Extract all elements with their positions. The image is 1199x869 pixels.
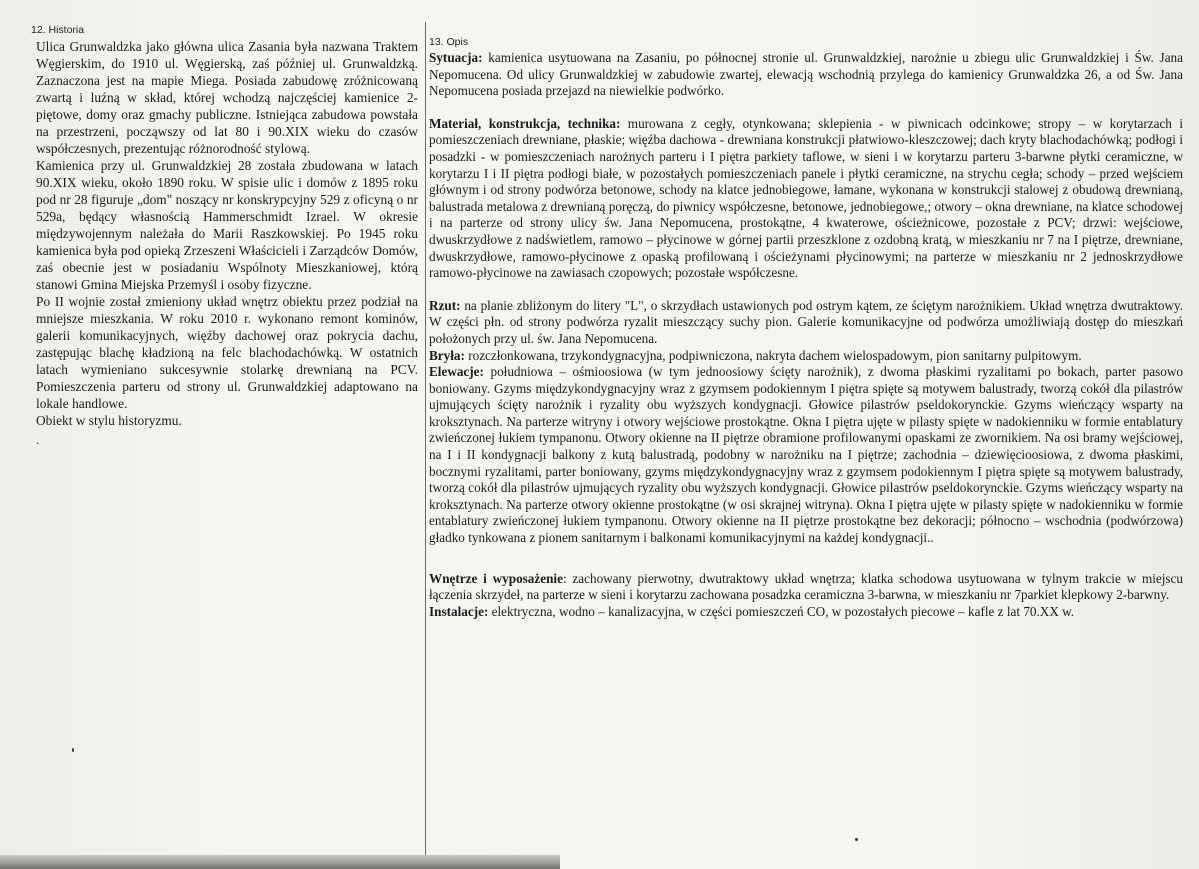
section-heading: Materiał, konstrukcja, technika:	[429, 115, 621, 131]
section-material	[429, 116, 1183, 282]
section-heading: Instalacje:	[429, 603, 489, 619]
section-massing	[429, 348, 1183, 365]
section-body: murowana z cegły, otynkowana; sklepienia - w piwnicach odcinkowe; stropy – w korytarzach i pomieszczeniach drewniane, płaskie; więźba dachowa - drewniana konstrukcji płatwiowo-kleszczowej; dach kryty blachodachówką; podłogi i posadzki - w pomieszczeniach narożnych parteru i I piętra parkiety taflowe, w sieni i w korytarzu parteru 3-barwne płytki ceramiczne, w korytarzu I i II piętra podłogi białe, w pozostałych pomieszczeniach panele i płytki ceramiczne, na strychu cegła; schody – przed wejściem głównym i od strony podwórza betonowe, schody na klatce jednobiegowe, łamane, wykonana w konstrukcji stalowej z obudową drewnianą, balustrada metalowa z drewnianą poręczą, do piwnicy współczesne, betonowe, jednobiegowe,; otwory – okna drewniane, na klatce schodowej i na parterze od strony ulicy św. Jana Nepomucena, prostokątne, 4 kwaterowe, ościeżnicowe, pozostałe z PCV; drzwi: wejściowe, dwuskrzydłowe z nadświetlem, ramowo – płycinowe w górnej partii przeszklone z ozdobną kratą, w mieszkaniu nr 7 na I piętrze, drewniane, dwuskrzydłowe, ramowo-płycinowe z opaską profilowaną i ościeżynami płycinowymi; na parterze w mieszkaniu nr 2 jednoskrzydłowe ramowo-płycinowe na zawiasach czopowych; pozostałe współczesne.	[429, 115, 1183, 281]
section-heading: Elewacje:	[429, 364, 484, 380]
column-divider	[425, 22, 426, 862]
description-column	[429, 24, 1183, 620]
scan-edge-shadow	[0, 855, 560, 869]
scan-speck	[72, 748, 74, 752]
history-paragraph: Po II wojnie został zmieniony układ wnętrz obiektu przez podział na mniejsze mieszkania. W roku 2010 r. wykonano remont kominów, galerii komunikacyjnych, więźby dachowej oraz pokrycia dachu, zastępując blachę kładzioną na felc blachodachówką. W ostatnich latach wymieniano sukcesywnie stolarkę drewnianą na PCV. Pomieszczenia parteru od strony ul. Grunwaldzkiej adaptowano na lokale handlowe.	[36, 294, 418, 411]
trailing-mark: .	[36, 432, 40, 447]
section-plan	[429, 298, 1183, 348]
description-label: 13. Opis	[429, 36, 469, 48]
section-body: rozczłonkowana, trzykondygnacyjna, podpiwniczona, nakryta dachem wielospadowym, pion sanitarny pulpitowym.	[464, 347, 1082, 363]
section-elevations	[429, 364, 1183, 547]
section-heading: Wnętrze i wyposażenie	[429, 570, 563, 586]
section-heading: Bryła:	[429, 347, 465, 363]
section-situation	[429, 50, 1183, 100]
history-paragraph: Kamienica przy ul. Grunwaldzkiej 28 została zbudowana w latach 90.XIX wieku, około 1890 roku. W spisie ulic i domów z 1895 roku pod nr 28 figuruje „dom" noszący nr konskrypcyjny 529 z oficyną o nr 529a, będący własnością Hammerschmidt Izrael. W okresie międzywojennym należała do Marii Raszkowskiej. Po 1945 roku kamienica była pod opieką Zrzeszeni Właścicieli i Zarządców Domów, zaś obecnie jest w posiadaniu Wspólnoty Mieszkaniowej, którą stanowi Gmina Miejska Przemyśl i osoby fizyczne.	[36, 158, 418, 292]
section-body: kamienica usytuowana na Zasaniu, po północnej stronie ul. Grunwaldzkiej, narożnie u zbiegu ulic Grunwaldzkiej i Św. Jana Nepomucena. Od ulicy Grunwaldzkiej w zabudowie zwartej, elewacją wschodnią przylega do kamienicy Grunwaldzka 26, a od Św. Jana Nepomucena posiada przejazd na niewielkie podwórko.	[429, 50, 1183, 99]
section-body: elektryczna, wodno – kanalizacyjna, w części pomieszczeń CO, w pozostałych piecowe – kafle z lat 70.XX w.	[488, 603, 1075, 619]
history-text	[36, 38, 418, 447]
section-body: : zachowany pierwotny, dwutraktowy układ wnętrza; klatka schodowa usytuowana w tylnym trakcie w miejscu łączenia skrzydeł, na parterze w sieni i korytarzu zachowana posadzka ceramiczna 3-barwna, w mieszkaniu nr 7parkiet klepkowy 2-barwny.	[429, 570, 1183, 603]
section-heading: Rzut:	[429, 297, 461, 313]
section-interior	[429, 571, 1183, 604]
history-paragraph: Obiekt w stylu historyzmu.	[36, 413, 182, 428]
section-installations	[429, 604, 1183, 621]
history-paragraph: Ulica Grunwaldzka jako główna ulica Zasania była nazwana Traktem Węgierskim, do 1910 ul. Węgierską, zaś później ul. Grunwaldzką. Zaznaczona jest na mapie Miega. Posiada zabudowę zróżnicowaną zwartą i luźną w skład, której wchodzą najczęściej kamienice 2-piętowe, domy oraz gmachy publiczne. Istniejąca zabudowa powstała na przestrzeni, począwszy od lat 80 i 90.XIX wieku do czasów współczesnych, prezentując różnorodność stylową.	[36, 39, 418, 156]
scan-speck	[855, 838, 858, 841]
section-body: na planie zbliżonym do litery "L", o skrzydłach ustawionych pod ostrym kątem, ze ściętym narożnikiem. Układ wnętrza dwutraktowy. W części płn. od strony podwórza ryzalit mieszczący suchy pion. Galerie komunikacyjne od podwórza umożliwiają dostęp do mieszkań położonych przy ul. św. Jana Nepomucena.	[429, 297, 1183, 346]
history-column	[31, 24, 418, 447]
history-label: 12. Historia	[31, 24, 85, 36]
section-heading: Sytuacja:	[429, 50, 483, 65]
description-text	[429, 50, 1183, 620]
section-body: południowa – ośmioosiowa (w tym jednoosiowy ścięty narożnik), z dwoma płaskimi ryzalitami po bokach, parter pasowo boniowany. Gzyms międzykondygnacyjny wraz z gzymsem podokiennym I piętra spięte są motywem balustrady, tworzą cokół dla pilastrów ujmujących ścięty narożnik i ryzality obu wyższych kondygnacji. Głowice pilastrów pseldokorynckie. Gzyms wieńczący wsparty na kroksztynach. Na parterze witryny i otwory wejściowe prostokątne. Okna I piętra ujęte w pilasty spięte w nadokienniku w formie entablatury zwieńczonej łukiem tympanonu. Otwory okienne na II piętrze obramione profilowanymi opaskami ze zwornikiem. Na osi bramy wejściowej, na I i II kondygnacji balkony z kutą balustradą, podobny w narożniku na I piętrze; zachodnia – dziewięcioosiowa, z dwoma płaskimi, bocznymi ryzalitami, parter boniowany, gzyms międzykondygnacyjny wraz z gzymsem podokiennym I piętra spięte są motywem balustrady, tworzą cokół dla pilastrów ujmujących ryzality obu wyższych kondygnacji. Głowice pilastrów pseldokorynckie. Gzyms wieńczący wsparty na kroksztynach. Na parterze otwory okienne prostokątne (w osi skrajnej witryna). Okna I piętra ujęte w pilasty spięte w nadokienniku w formie entablatury zwieńczonej łukiem tympanonu. Otwory okienne na II piętrze prostokątne bez dekoracji; północno – wschodnia (podwórzowa) gładko tynkowana z pionem sanitarnym i balkonami komunikacyjnymi na każdej kondygnacji..	[429, 364, 1183, 546]
